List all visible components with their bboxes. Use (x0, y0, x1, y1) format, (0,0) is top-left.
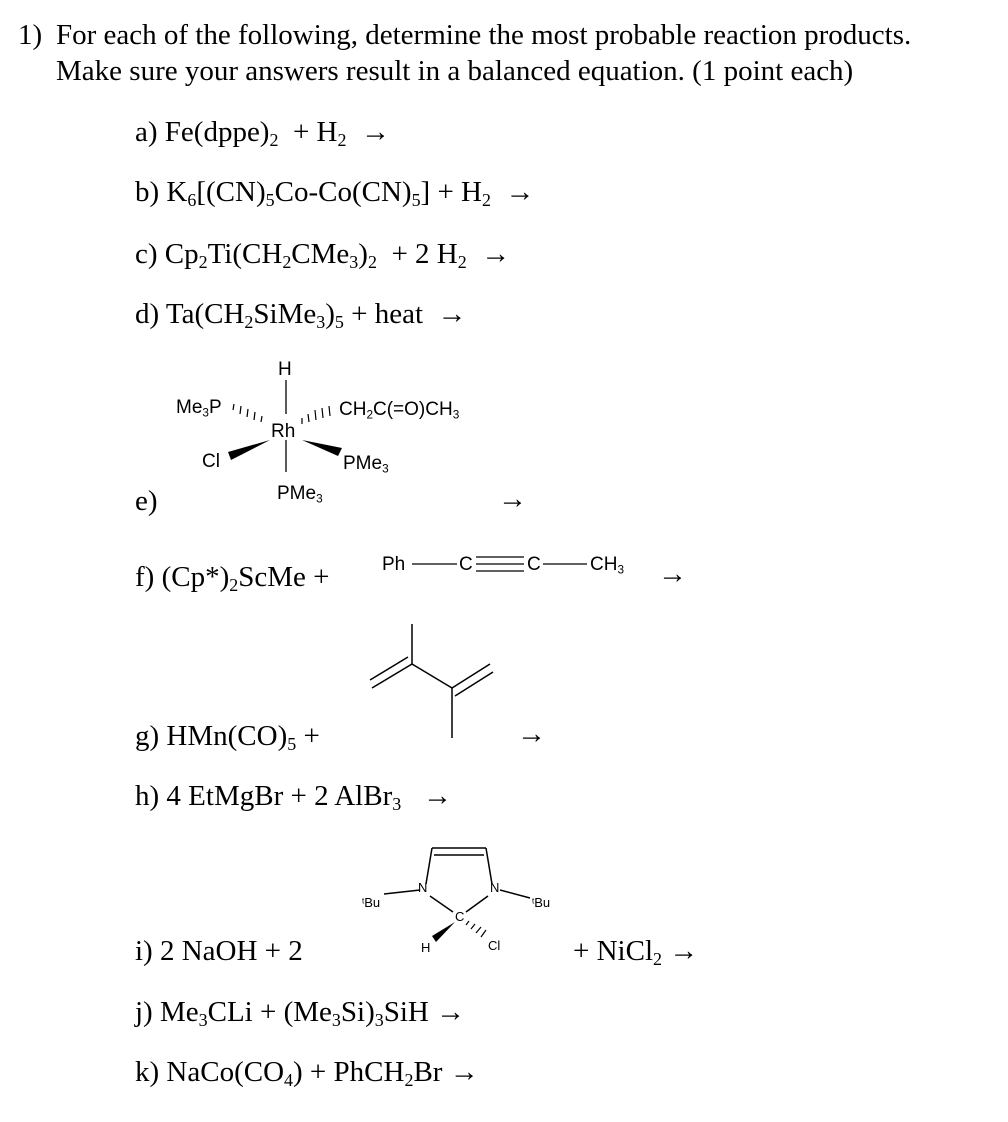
item-g: g) $HMn(CO)_5$ + (135, 720, 320, 755)
question-line-1: For each of the following, determine the most probable reaction products. (56, 19, 912, 51)
item-a: a) $Fe(dppe)_2 + H_2$ → (135, 116, 390, 151)
imidazoline-h: H (421, 940, 431, 955)
alkyne-ch3: $CH_3$ (590, 554, 624, 577)
imidazoline-c2: C (455, 909, 465, 924)
alkyne-ph: Ph (382, 554, 406, 575)
arrow: → (669, 935, 699, 967)
wedge-h (432, 922, 455, 942)
alkyne-c2: C (527, 554, 541, 575)
arrow: → (449, 1056, 479, 1088)
item-i-nicl2: + NiCl$_2$ → (573, 935, 699, 970)
arrow: → (361, 116, 390, 148)
rh-acyl-ligand: $CH_2C(=O)CH_3$ (339, 399, 460, 422)
item-h: h) 4 EtMgBr + 2 AlBr$_3$ → (135, 780, 452, 815)
item-c: c) $Cp_2Ti(CH_2CMe_3)_2 + 2$ $H_2$ → (135, 238, 511, 273)
item-d: d) $Ta(CH_2SiMe_3)_5$ + heat → (135, 298, 467, 333)
question-number: 1) (18, 19, 43, 51)
imidazoline-cl: Cl (488, 938, 501, 953)
arrow: → (658, 558, 687, 590)
arrow: → (498, 483, 527, 515)
arrow: → (505, 176, 535, 208)
arrow: → (437, 298, 467, 330)
question-line-2: Make sure your answers result in a balanced equation. (1 point each) (56, 55, 854, 87)
item-b: b) $K_6[(CN)_5Co-Co(CN)_5] + H_2$ → (135, 176, 535, 211)
item-f: f) $(Cp*)_2ScMe$ + (135, 561, 330, 596)
rh-cl-label: Cl (202, 451, 220, 472)
tbu-right: $^t$Bu (532, 895, 551, 910)
item-i: i) 2 NaOH + 2 (135, 935, 303, 967)
arrow: → (517, 718, 546, 750)
arrow: → (481, 238, 511, 270)
rh-pme3-right: PMe$_3$ (343, 453, 389, 476)
item-e-label: e) (135, 485, 158, 517)
tbu-left: $^t$Bu (362, 895, 381, 910)
rh-metal-label: Rh (271, 421, 296, 442)
alkyne-c1: C (459, 554, 473, 575)
arrow: → (422, 780, 452, 812)
item-j: j) $Me_3CLi + (Me_3Si)_3SiH$ → (135, 996, 466, 1031)
rh-pme3-left: $Me_3P$ (176, 397, 222, 420)
arrow: → (436, 996, 466, 1028)
imidazoline-n-left: N (418, 880, 428, 895)
item-k: k) $NaCo(CO_4)$ + PhCH$_2$Br → (135, 1056, 479, 1091)
imidazoline-n-right: N (490, 880, 500, 895)
rh-h-label: H (278, 359, 292, 380)
rh-pme3-bottom: PMe$_3$ (277, 483, 323, 506)
